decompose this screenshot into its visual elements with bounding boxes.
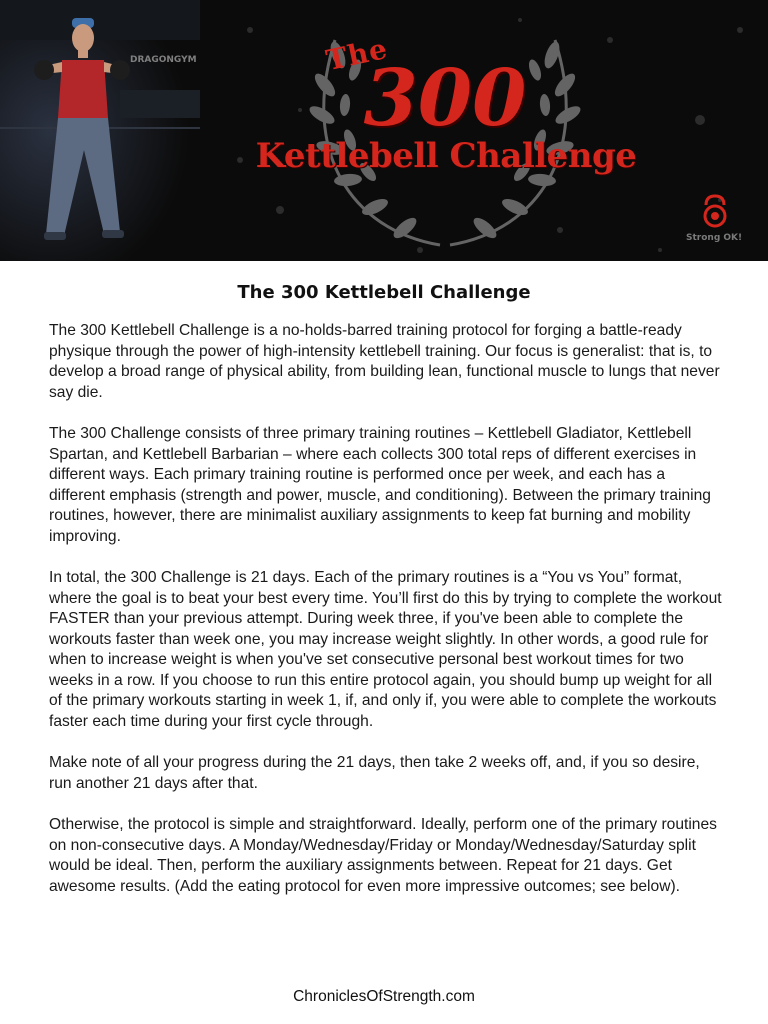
paragraph: Make note of all your progress during the 21 days, then take 2 weeks off, and, if you so desire, run another 21 days after that. xyxy=(49,754,700,792)
banner-title-the: The xyxy=(323,31,391,78)
banner-title-main: Kettlebell Challenge xyxy=(255,136,637,176)
kettlebell-logo-icon xyxy=(705,196,725,226)
page-title: The 300 Kettlebell Challenge xyxy=(237,282,531,303)
kettlebell-left xyxy=(34,60,54,80)
paragraph: The 300 Kettlebell Challenge is a no-holds-barred training protocol for forging a battle-ready physique through the power of high-intensity kettlebell training. Our focus is generalist: that is, to develop a broad range of physical ability, from building lean, functional muscle to lungs that never say die. xyxy=(49,322,720,401)
gym-window xyxy=(120,90,200,118)
kettlebell-right xyxy=(110,60,130,80)
logo-text: Strong OK! xyxy=(686,233,743,243)
article-body xyxy=(49,321,724,918)
paragraph: Otherwise, the protocol is simple and straightforward. Ideally, perform one of the primary routines on non-consecutive days. A Monday/Wednesday/Friday or Monday/Wednesday/Saturday split would be ideal. Then, perform the auxiliary assignments between. Repeat for 21 days. Get awesome results. (Add the eating protocol for even more impressive outcomes; see below). xyxy=(49,816,717,895)
banner-title-number: 300 xyxy=(363,53,527,144)
header-banner xyxy=(0,0,768,261)
paragraph: In total, the 300 Challenge is 21 days. Each of the primary routines is a “You vs You” format, where the goal is to beat your best every time. You’ll first do this by trying to complete the workout FASTER than your previous attempt. During week three, if you've been able to complete the workouts faster than week one, you may increase weight slightly. In other words, a good rule for when to increase weight is when you've set consecutive personal best workout times for two weeks in a row. If you choose to run this entire protocol again, you should bump up weight for all of the primary workouts starting in week 1, if, and only if, you were able to complete the workouts faster each time during your first cycle through. xyxy=(49,569,722,730)
gym-sign-text: DRAGONGYM xyxy=(130,55,197,65)
gym-wall xyxy=(0,0,200,40)
footer-site-name: ChroniclesOfStrength.com xyxy=(293,988,475,1005)
paragraph: The 300 Challenge consists of three primary training routines – Kettlebell Gladiator, Kettlebell Spartan, and Kettlebell Barbarian – where each collects 300 total reps of different exercises in different ways. Each primary training routine is performed once per week, and each has a different emphasis (strength and power, muscle, and conditioning). Between the primary training routines, however, there are minimalist auxiliary assignments to keep fat burning and mobility improving. xyxy=(49,425,711,545)
athlete-shirt xyxy=(58,60,108,118)
